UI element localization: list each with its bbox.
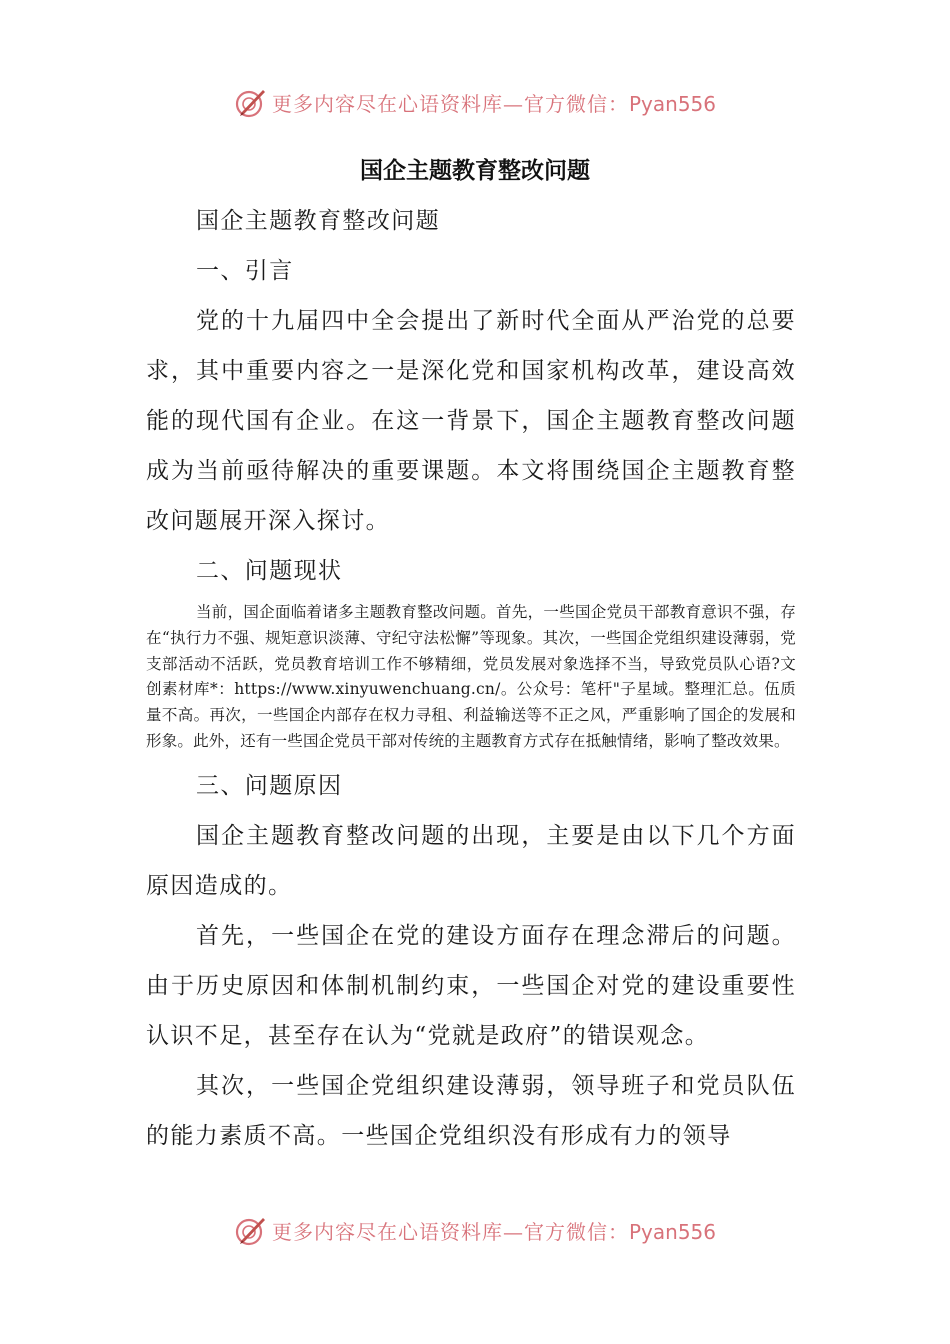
paragraph-intro: 党的十九届四中全会提出了新时代全面从严治党的总要求，其中重要内容之一是深化党和国家机构改革，建设高效能的现代国有企业。在这一背景下，国企主题教育整改问题成为当前亟待解决的重要课题。本文将围绕国企主题教育整改问题展开深入探讨。 xyxy=(146,308,796,534)
section-heading-causes: 三、问题原因 xyxy=(196,772,343,799)
paragraph-causes-1: 国企主题教育整改问题的出现，主要是由以下几个方面原因造成的。 xyxy=(146,822,796,899)
pen-logo-icon xyxy=(234,85,268,119)
document-subtitle: 国企主题教育整改问题 xyxy=(196,208,440,234)
document-title: 国企主题教育整改问题 xyxy=(360,158,590,184)
paragraph-status: 当前，国企面临着诸多主题教育整改问题。首先，一些国企党员干部教育意识不强，存在“执行力不强、规矩意识淡薄、守纪守法松懈”等现象。其次，一些国企党组织建设薄弱，党支部活动不活跃，党员教育培训工作不够精细，党员发展对象选择不当，导致党员队心语?文创素材库*：https://www.xinyuwenchuang.cn/。公众号：笔杆"子星域。整理汇总。伍质量不高。再次，一些国企内部存在权力寻租、利益输送等不正之风，严重影响了国企的发展和形象。此外，还有一些国企党员干部对传统的主题教育方式存在抵触情绪，影响了整改效果。 xyxy=(146,603,796,750)
paragraph-causes-3: 其次，一些国企党组织建设薄弱，领导班子和党员队伍的能力素质不高。一些国企党组织没有形成有力的领导 xyxy=(146,1072,796,1149)
banner-text: 更多内容尽在心语资料库—官方微信：Pyan556 xyxy=(271,1219,716,1244)
section-heading-status: 二、问题现状 xyxy=(196,558,343,584)
banner-text: 更多内容尽在心语资料库—官方微信：Pyan556 xyxy=(271,91,716,116)
document-body xyxy=(146,196,796,1161)
footer-banner xyxy=(0,1210,950,1250)
paragraph-causes-2: 首先，一些国企在党的建设方面存在理念滞后的问题。由于历史原因和体制机制约束，一些国企对党的建设重要性认识不足，甚至存在认为“党就是政府”的错误观念。 xyxy=(146,922,796,1049)
header-banner xyxy=(0,82,950,122)
pen-logo-icon xyxy=(234,1213,268,1247)
section-heading-intro: 一、引言 xyxy=(196,258,294,284)
